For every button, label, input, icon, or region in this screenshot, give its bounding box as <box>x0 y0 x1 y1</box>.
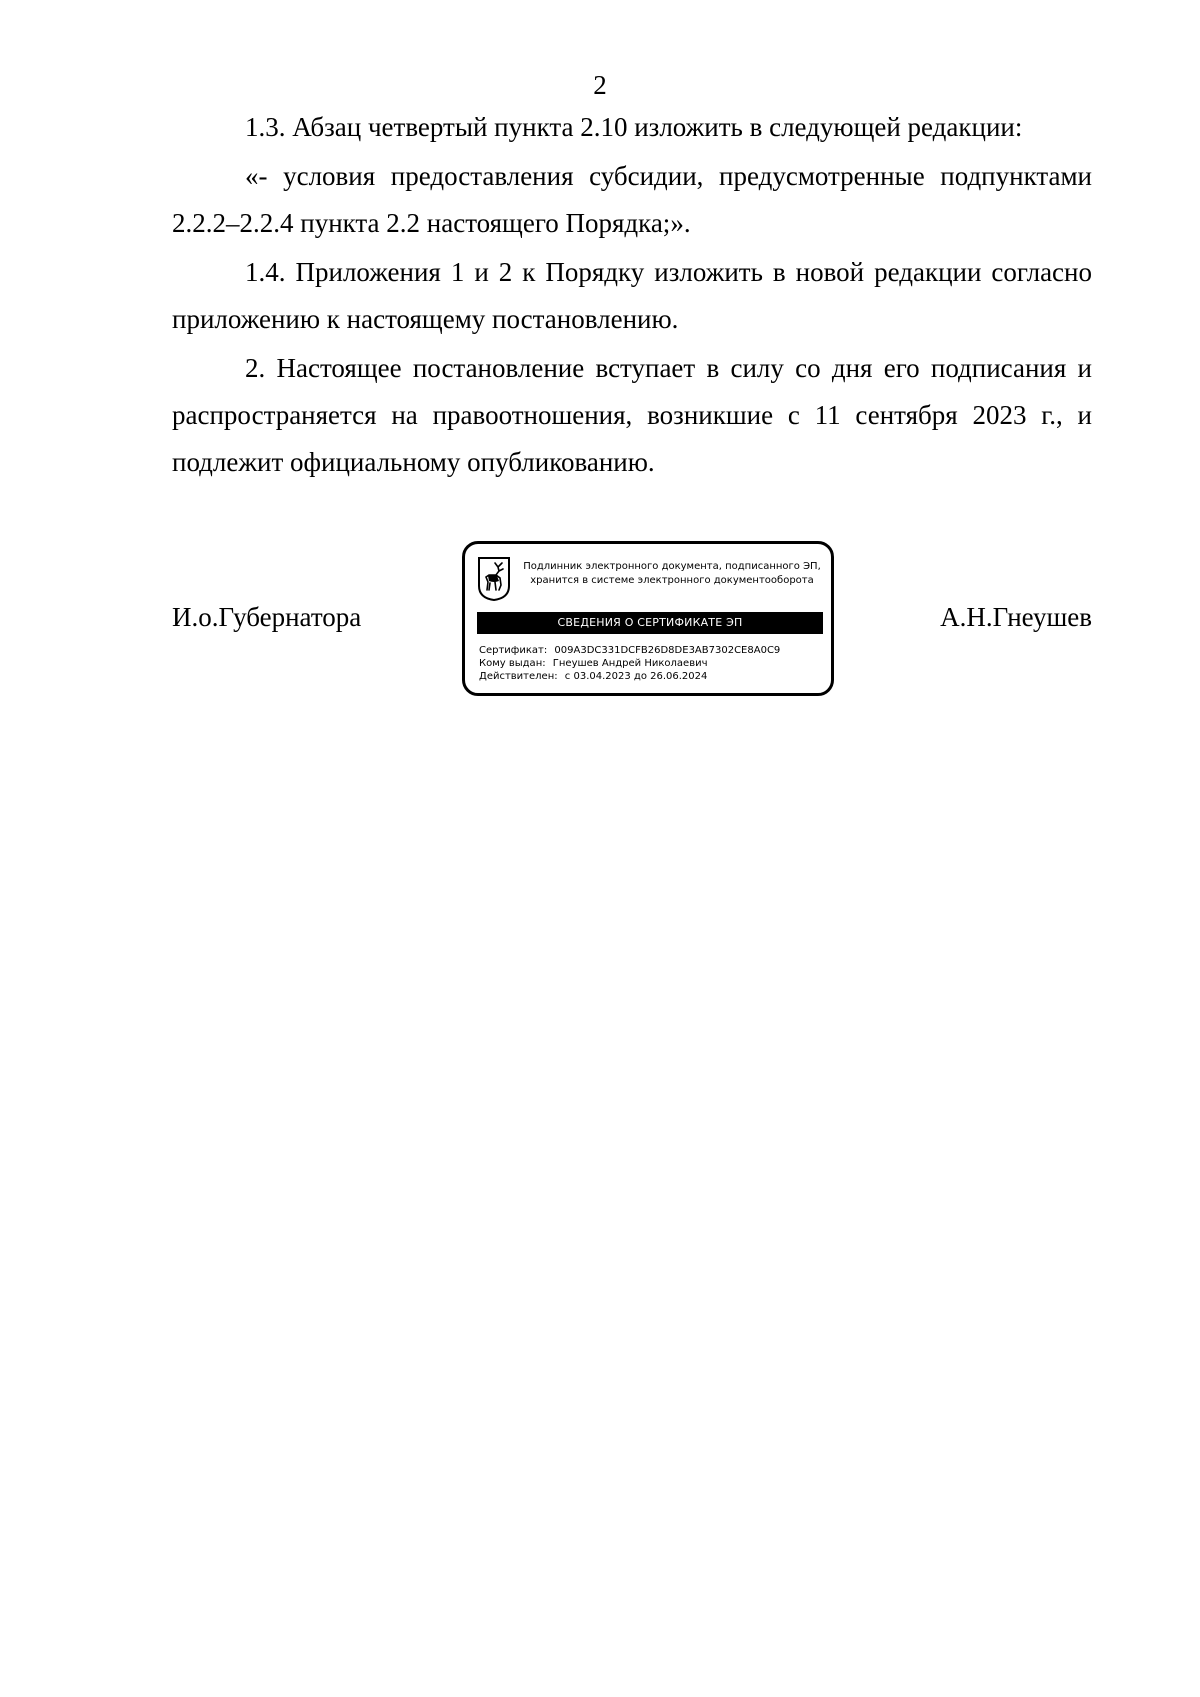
paragraph-quote: «- условия предоставления субсидии, предусмотренные подпунктами 2.2.2–2.2.4 пункта 2.2 настоящего Порядка;». <box>172 161 1092 238</box>
page-number: 2 <box>593 70 607 100</box>
certificate-details <box>479 644 825 683</box>
certificate-row <box>479 644 825 657</box>
signer-name: А.Н.Гнеушев <box>940 602 1092 632</box>
signer-title: И.о.Губернатора <box>172 602 362 632</box>
validity-row <box>479 670 825 683</box>
stamp-header-line-1: Подлинник электронного документа, подписанного ЭП, <box>523 561 821 572</box>
validity-value: с 03.04.2023 до 26.06.2024 <box>564 671 708 682</box>
certificate-info-bar: СВЕДЕНИЯ О СЕРТИФИКАТЕ ЭП <box>477 612 823 634</box>
certificate-label: Сертификат: <box>479 645 548 656</box>
certificate-value: 009A3DC331DCFB26D8DE3AB7302CE8A0C9 <box>554 645 781 656</box>
stamp-header-line-2: хранится в системе электронного документооборота <box>530 575 814 586</box>
issued-to-value: Гнеушев Андрей Николаевич <box>552 658 708 669</box>
stamp-header <box>517 560 827 588</box>
issued-to-label: Кому выдан: <box>479 658 546 669</box>
document-body <box>172 104 1092 488</box>
paragraph-1-3: 1.3. Абзац четвертый пункта 2.10 изложить в следующей редакции: <box>245 112 1023 142</box>
signature-block <box>172 541 1092 704</box>
validity-label: Действителен: <box>479 671 558 682</box>
deer-emblem-icon <box>477 556 511 602</box>
electronic-signature-stamp <box>462 541 834 696</box>
paragraph-2: 2. Настоящее постановление вступает в силу со дня его подписания и распространяется на правоотношения, возникшие с 11 сентября 2023 г., и подлежит официальному опубликованию. <box>172 353 1092 477</box>
paragraph-1-4: 1.4. Приложения 1 и 2 к Порядку изложить в новой редакции согласно приложению к настоящему постановлению. <box>172 257 1092 334</box>
issued-to-row <box>479 657 825 670</box>
